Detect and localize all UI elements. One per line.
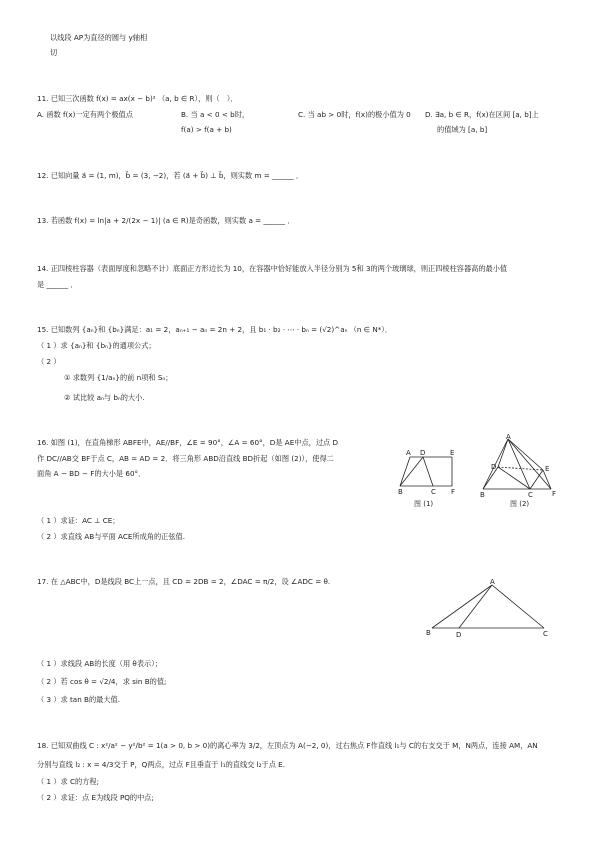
q17-label-b: B (426, 629, 431, 637)
q17-label-c: C (543, 630, 548, 638)
q16-line1: 16. 如图 (1)，在直角梯形 ABFE中，AE//BF，∠E = 90°，∠A = 60°，D是 AE中点，过点 D (37, 438, 339, 447)
q17-figure (424, 578, 554, 638)
q12-stem: 12. 已知向量 a⃗ = (1, m)，b⃗ = (3, −2)，若 (a⃗ + b⃗) ⊥ b⃗，则实数 m = ______ ． (37, 171, 304, 180)
q14-line2: 是 ______ ． (37, 280, 78, 289)
q17-label-d: D (456, 631, 462, 638)
q13-stem: 13. 若函数 f(x) = ln|a + 2/(2x − 1)| (a ∈ R)是奇函数，则实数 a = ______ ． (37, 216, 295, 225)
q17-part2: （ 2 ）若 cos θ = √2/4，求 sin B的值; (37, 677, 167, 686)
q17-label-a: A (490, 578, 495, 586)
fig2-label-e: E (545, 465, 550, 473)
top-fragment-line2: 切 (50, 48, 58, 57)
fig1-edge-bd (400, 457, 423, 486)
fig1-label-c: C (431, 488, 436, 496)
q15-part2a: ① 求数列 {1/aₙ}的前 n项和 Sₙ； (64, 373, 173, 382)
q16-figure-1 (390, 448, 470, 513)
q17-part3: （ 3 ）求 tan B的最大值. (37, 695, 121, 704)
fig1-label-b: B (398, 488, 403, 496)
top-fragment-line1: 以线段 AP为直径的圆与 y轴相 (50, 33, 148, 42)
q11-option-d-line2: 的值域为 [a, b] (437, 125, 488, 134)
fig1-label-d: D (420, 449, 426, 457)
fig2-label-c: C (528, 491, 533, 499)
q17-edge-ad (459, 585, 492, 628)
fig2-label-a: A (506, 434, 511, 441)
fig2-edge-ce (530, 470, 543, 489)
q18-part1: （ 1 ）求 C的方程; (37, 777, 99, 786)
q16-part2: （ 2 ）求直线 AB与平面 ACE所成角的正弦值. (37, 532, 186, 541)
q11-option-c: C. 当 ab > 0时，f(x)的极小值为 0 (298, 110, 411, 119)
q16-line2: 作 DC//AB交 BF于点 C，AB = AD = 2．将三角形 ABD沿直线 BD折起（如图 (2)），使得二 (37, 454, 334, 463)
fig1-edge-dc (423, 457, 433, 486)
fig2-edge-af (508, 439, 551, 489)
fig2-caption: 图 (2) (510, 500, 530, 508)
fig2-label-f: F (552, 490, 557, 498)
q17-part1: （ 1 ）求线段 AB的长度（用 θ表示）； (37, 659, 162, 668)
fig1-label-a: A (406, 449, 411, 457)
fig2-label-b: B (480, 491, 485, 499)
q16-figure-2 (478, 434, 560, 512)
q18-line1: 18. 已知双曲线 C : x²/a² − y²/b² = 1(a > 0, b > 0)的离心率为 3/2，左顶点为 A(−2, 0)，过右焦点 F作直线 l₁与 C的右支交于 M，N两点，连接 AM，AN (37, 741, 538, 750)
fig1-caption: 图 (1) (414, 500, 434, 508)
q16-line3: 面角 A − BD − F的大小是 60°． (37, 469, 146, 478)
q11-option-d-line1: D. ∃a, b ∈ R，f(x)在区间 [a, b]上 (425, 110, 539, 119)
q11-option-b-line2: f(a) > f(a + b) (181, 125, 232, 134)
fig2-edge-ae (508, 439, 543, 470)
q18-line2: 分别与直线 l₂ : x = 4/3交于 P，Q两点，过点 F且垂直于 l₁的直线交 l₂于点 E. (37, 760, 286, 769)
fig1-edge-ab (400, 457, 410, 486)
fig2-label-d: D (491, 463, 497, 471)
fig1-label-f: F (451, 488, 456, 496)
q11-stem: 11. 已知三次函数 f(x) = ax(x − b)² （a, b ∈ R），则（ ）． (37, 94, 238, 103)
q15-part2b: ② 试比较 aₙ与 bₙ的大小. (64, 393, 145, 402)
fig2-edge-ad (498, 439, 508, 467)
q11-option-a: A. 函数 f(x)一定有两个极值点 (37, 110, 133, 119)
q16-part1: （ 1 ）求证：AC ⊥ CE； (37, 516, 120, 525)
q15-stem: 15. 已知数列 {aₙ}和 {bₙ}满足：a₁ = 2，aₙ₊₁ − aₙ = 2n + 2，且 b₁ · b₂ · ⋯ · bₙ = (√2)^aₙ （n ∈ N*）． (37, 325, 393, 334)
q11-option-b-line1: B. 当 a < 0 < b时， (181, 110, 250, 119)
q18-part2: （ 2 ）求证：点 E为线段 PQ的中点; (37, 793, 154, 802)
q17-edge-ab (432, 585, 492, 628)
q17-stem: 17. 在 △ABC中，D是线段 BC上一点，且 CD = 2DB = 2，∠DAC = π/2，设 ∠ADC = θ. (37, 577, 331, 586)
q15-part2: （ 2 ） (37, 357, 61, 366)
q17-edge-ac (492, 585, 544, 628)
q14-line1: 14. 正四棱柱容器（表面厚度和忽略不计）底面正方形边长为 10，在容器中恰好能放入半径分别为 5和 3的两个玻璃球，则正四棱柱容器高的最小值 (37, 264, 508, 273)
q15-part1: （ 1 ）求 {aₙ}和 {bₙ}的通项公式； (37, 341, 156, 350)
fig1-label-e: E (450, 449, 455, 457)
